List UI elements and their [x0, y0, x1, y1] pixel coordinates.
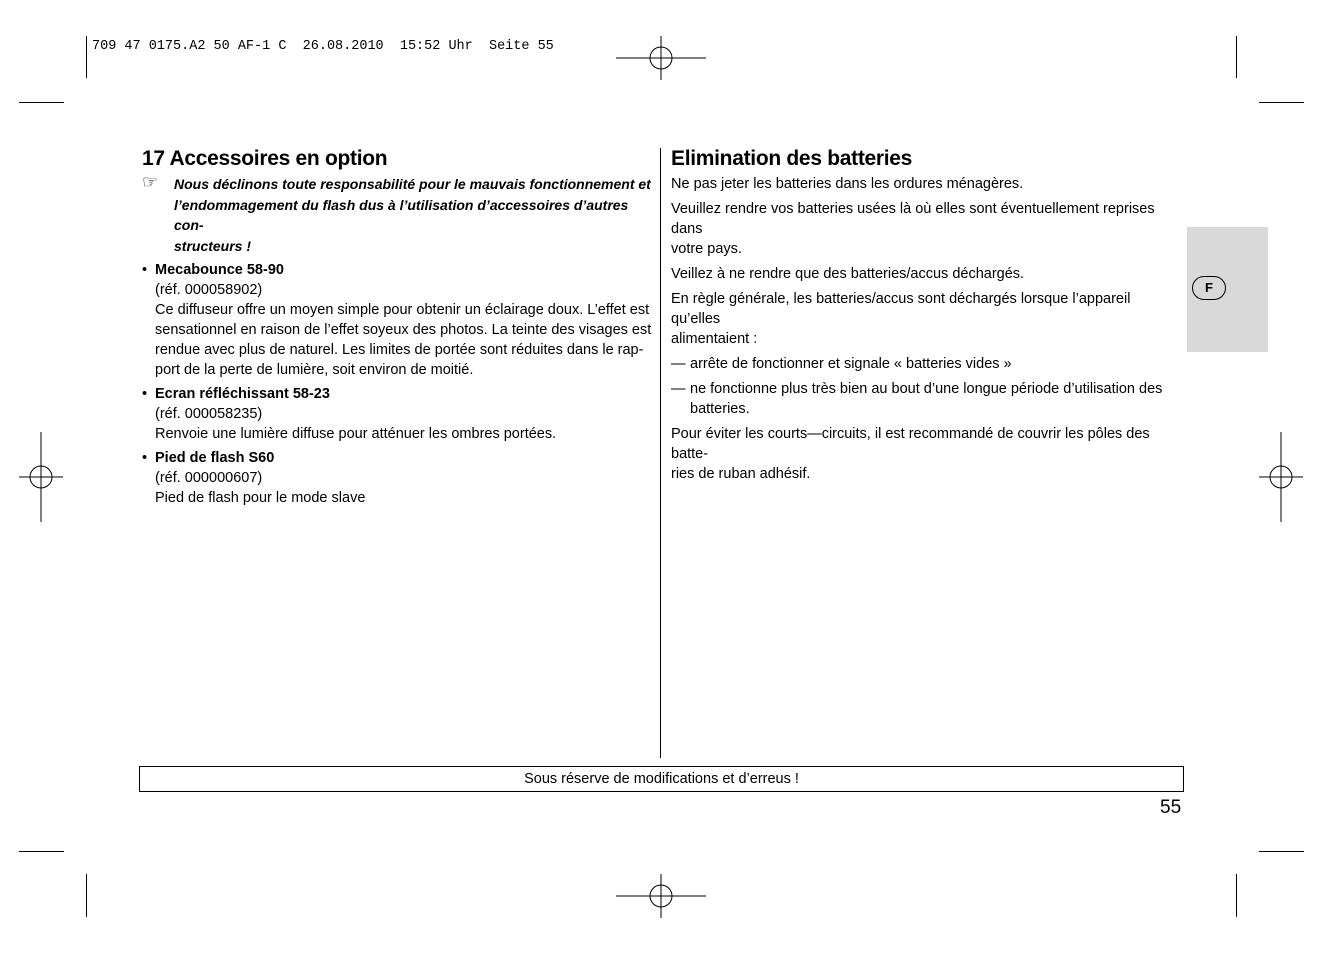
section-title-battery-disposal: Elimination des batteries: [671, 147, 913, 170]
paragraph: Ne pas jeter les batteries dans les ordures ménagères.: [671, 176, 1024, 192]
print-slug: 709 47 0175.A2 50 AF-1 C 26.08.2010 15:52 Uhr Seite 55: [92, 39, 554, 54]
page-number: 55: [1160, 797, 1182, 818]
item-title: Pied de flash S60: [155, 450, 275, 466]
item-title: Ecran réfléchissant 58-23: [155, 386, 330, 402]
paragraph: Veillez à ne rendre que des batteries/accus déchargés.: [671, 266, 1025, 282]
paragraph: En règle générale, les batteries/accus sont déchargés lorsque l’appareil qu’elles alimentaient :: [671, 291, 1131, 347]
column-divider: [660, 148, 661, 758]
language-badge: F: [1192, 276, 1226, 300]
list-item: • Pied de flash S60 (réf. 000000607) Pied de flash pour le mode slave: [142, 448, 652, 508]
warning-note: ☞ Nous déclinons toute responsabilité pour le mauvais fonctionnement et l’endommagement du flash dus à l’utilisation d’accessoires d’autres con- structeurs !: [142, 172, 651, 254]
paragraph: Veuillez rendre vos batteries usées là où elles sont éventuellement reprises dans votre pays.: [671, 201, 1155, 257]
left-column: [142, 146, 652, 508]
list-item: • Ecran réfléchissant 58-23 (réf. 000058235) Renvoie une lumière diffuse pour atténuer les ombres portées.: [142, 384, 652, 444]
right-column: [671, 146, 1183, 489]
pointing-hand-icon: ☞: [142, 172, 159, 192]
paragraph: Pour éviter les courts—circuits, il est recommandé de couvrir les pôles des batte- ries de ruban adhésif.: [671, 426, 1150, 482]
item-title: Mecabounce 58-90: [155, 262, 284, 278]
list-item: • Mecabounce 58-90 (réf. 000058902) Ce diffuseur offre un moyen simple pour obtenir un éclairage doux. L’effet est sensationnel en raison de l’effet soyeux des photos. La teinte des visages est rendue avec plus de naturel. Les limites de portée sont réduites dans le rap- port de la perte de lumière, soit environ de moitié.: [142, 262, 652, 378]
footer-disclaimer: Sous réserve de modifications et d’erreus !: [139, 766, 1184, 792]
dash-item: — ne fonctionne plus très bien au bout d’une longue période d’utilisation des batteries.: [671, 381, 1163, 417]
section-title-accessories: 17 Accessoires en option: [142, 147, 388, 170]
dash-item: — arrête de fonctionner et signale « batteries vides »: [671, 356, 1012, 372]
